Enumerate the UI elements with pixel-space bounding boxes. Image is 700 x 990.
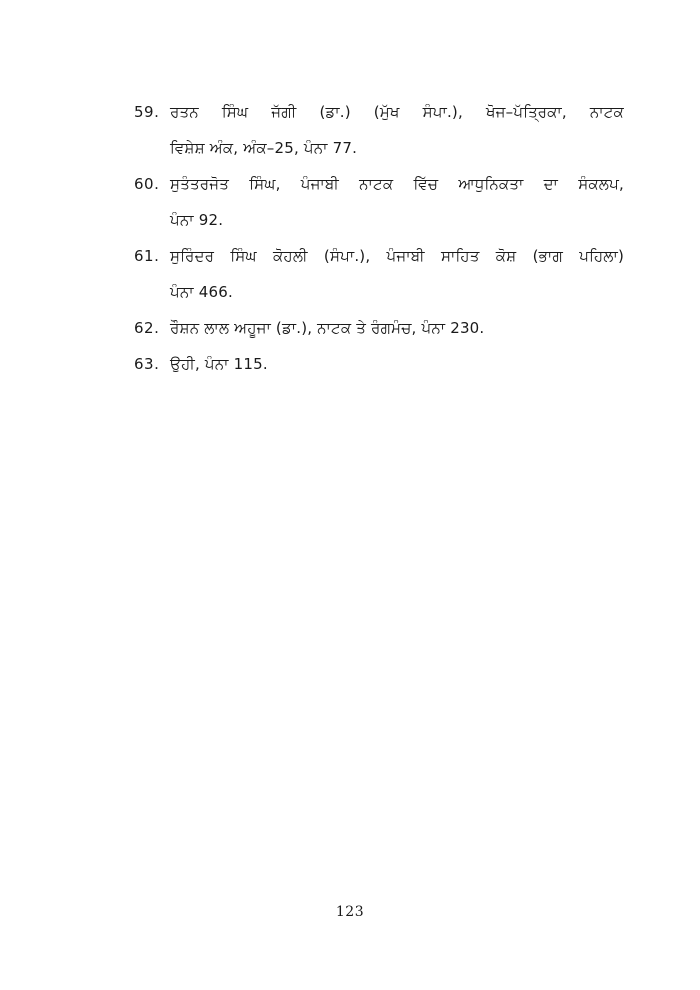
reference-text [170, 238, 624, 310]
reference-line: ਉਹੀ, ਪੰਨਾ 115. [170, 355, 268, 373]
reference-text [170, 310, 624, 346]
reference-text [170, 166, 624, 238]
reference-list [134, 94, 624, 382]
reference-number: 61. [134, 247, 160, 265]
page-number: 123 [335, 904, 365, 920]
reference-line: ਵਿਸ਼ੇਸ਼ ਅੰਕ, ਅੰਕ–25, ਪੰਨਾ 77. [170, 139, 358, 157]
reference-line: ਰੌਸ਼ਨ ਲਾਲ ਅਹੂਜਾ (ਡਾ.), ਨਾਟਕ ਤੇ ਰੰਗਮੰਚ, ਪੰਨਾ 230. [170, 319, 485, 337]
reference-text [170, 346, 624, 382]
reference-item-60 [134, 166, 624, 238]
reference-item-63 [134, 346, 624, 382]
reference-item-62 [134, 310, 624, 346]
reference-line: ਪੰਨਾ 466. [170, 283, 233, 301]
reference-item-59 [134, 94, 624, 166]
reference-line: ਸੁਤੰਤਰਜੋਤ ਸਿੰਘ, ਪੰਜਾਬੀ ਨਾਟਕ ਵਿੱਚ ਆਧੁਨਿਕਤਾ ਦਾ ਸੰਕਲਪ, [170, 175, 624, 193]
reference-number: 59. [134, 103, 160, 121]
reference-text [170, 94, 624, 166]
reference-item-61 [134, 238, 624, 310]
reference-line: ਪੰਨਾ 92. [170, 211, 224, 229]
reference-number: 63. [134, 355, 160, 373]
reference-line: ਸੁਰਿੰਦਰ ਸਿੰਘ ਕੋਹਲੀ (ਸੰਪਾ.), ਪੰਜਾਬੀ ਸਾਹਿਤ ਕੋਸ਼ (ਭਾਗ ਪਹਿਲਾ) [170, 247, 624, 265]
reference-number: 60. [134, 175, 160, 193]
reference-number: 62. [134, 319, 160, 337]
reference-line: ਰਤਨ ਸਿੰਘ ਜੱਗੀ (ਡਾ.) (ਮੁੱਖ ਸੰਪਾ.), ਖੋਜ–ਪੱਤ੍ਰਿਕਾ, ਨਾਟਕ [170, 103, 624, 121]
